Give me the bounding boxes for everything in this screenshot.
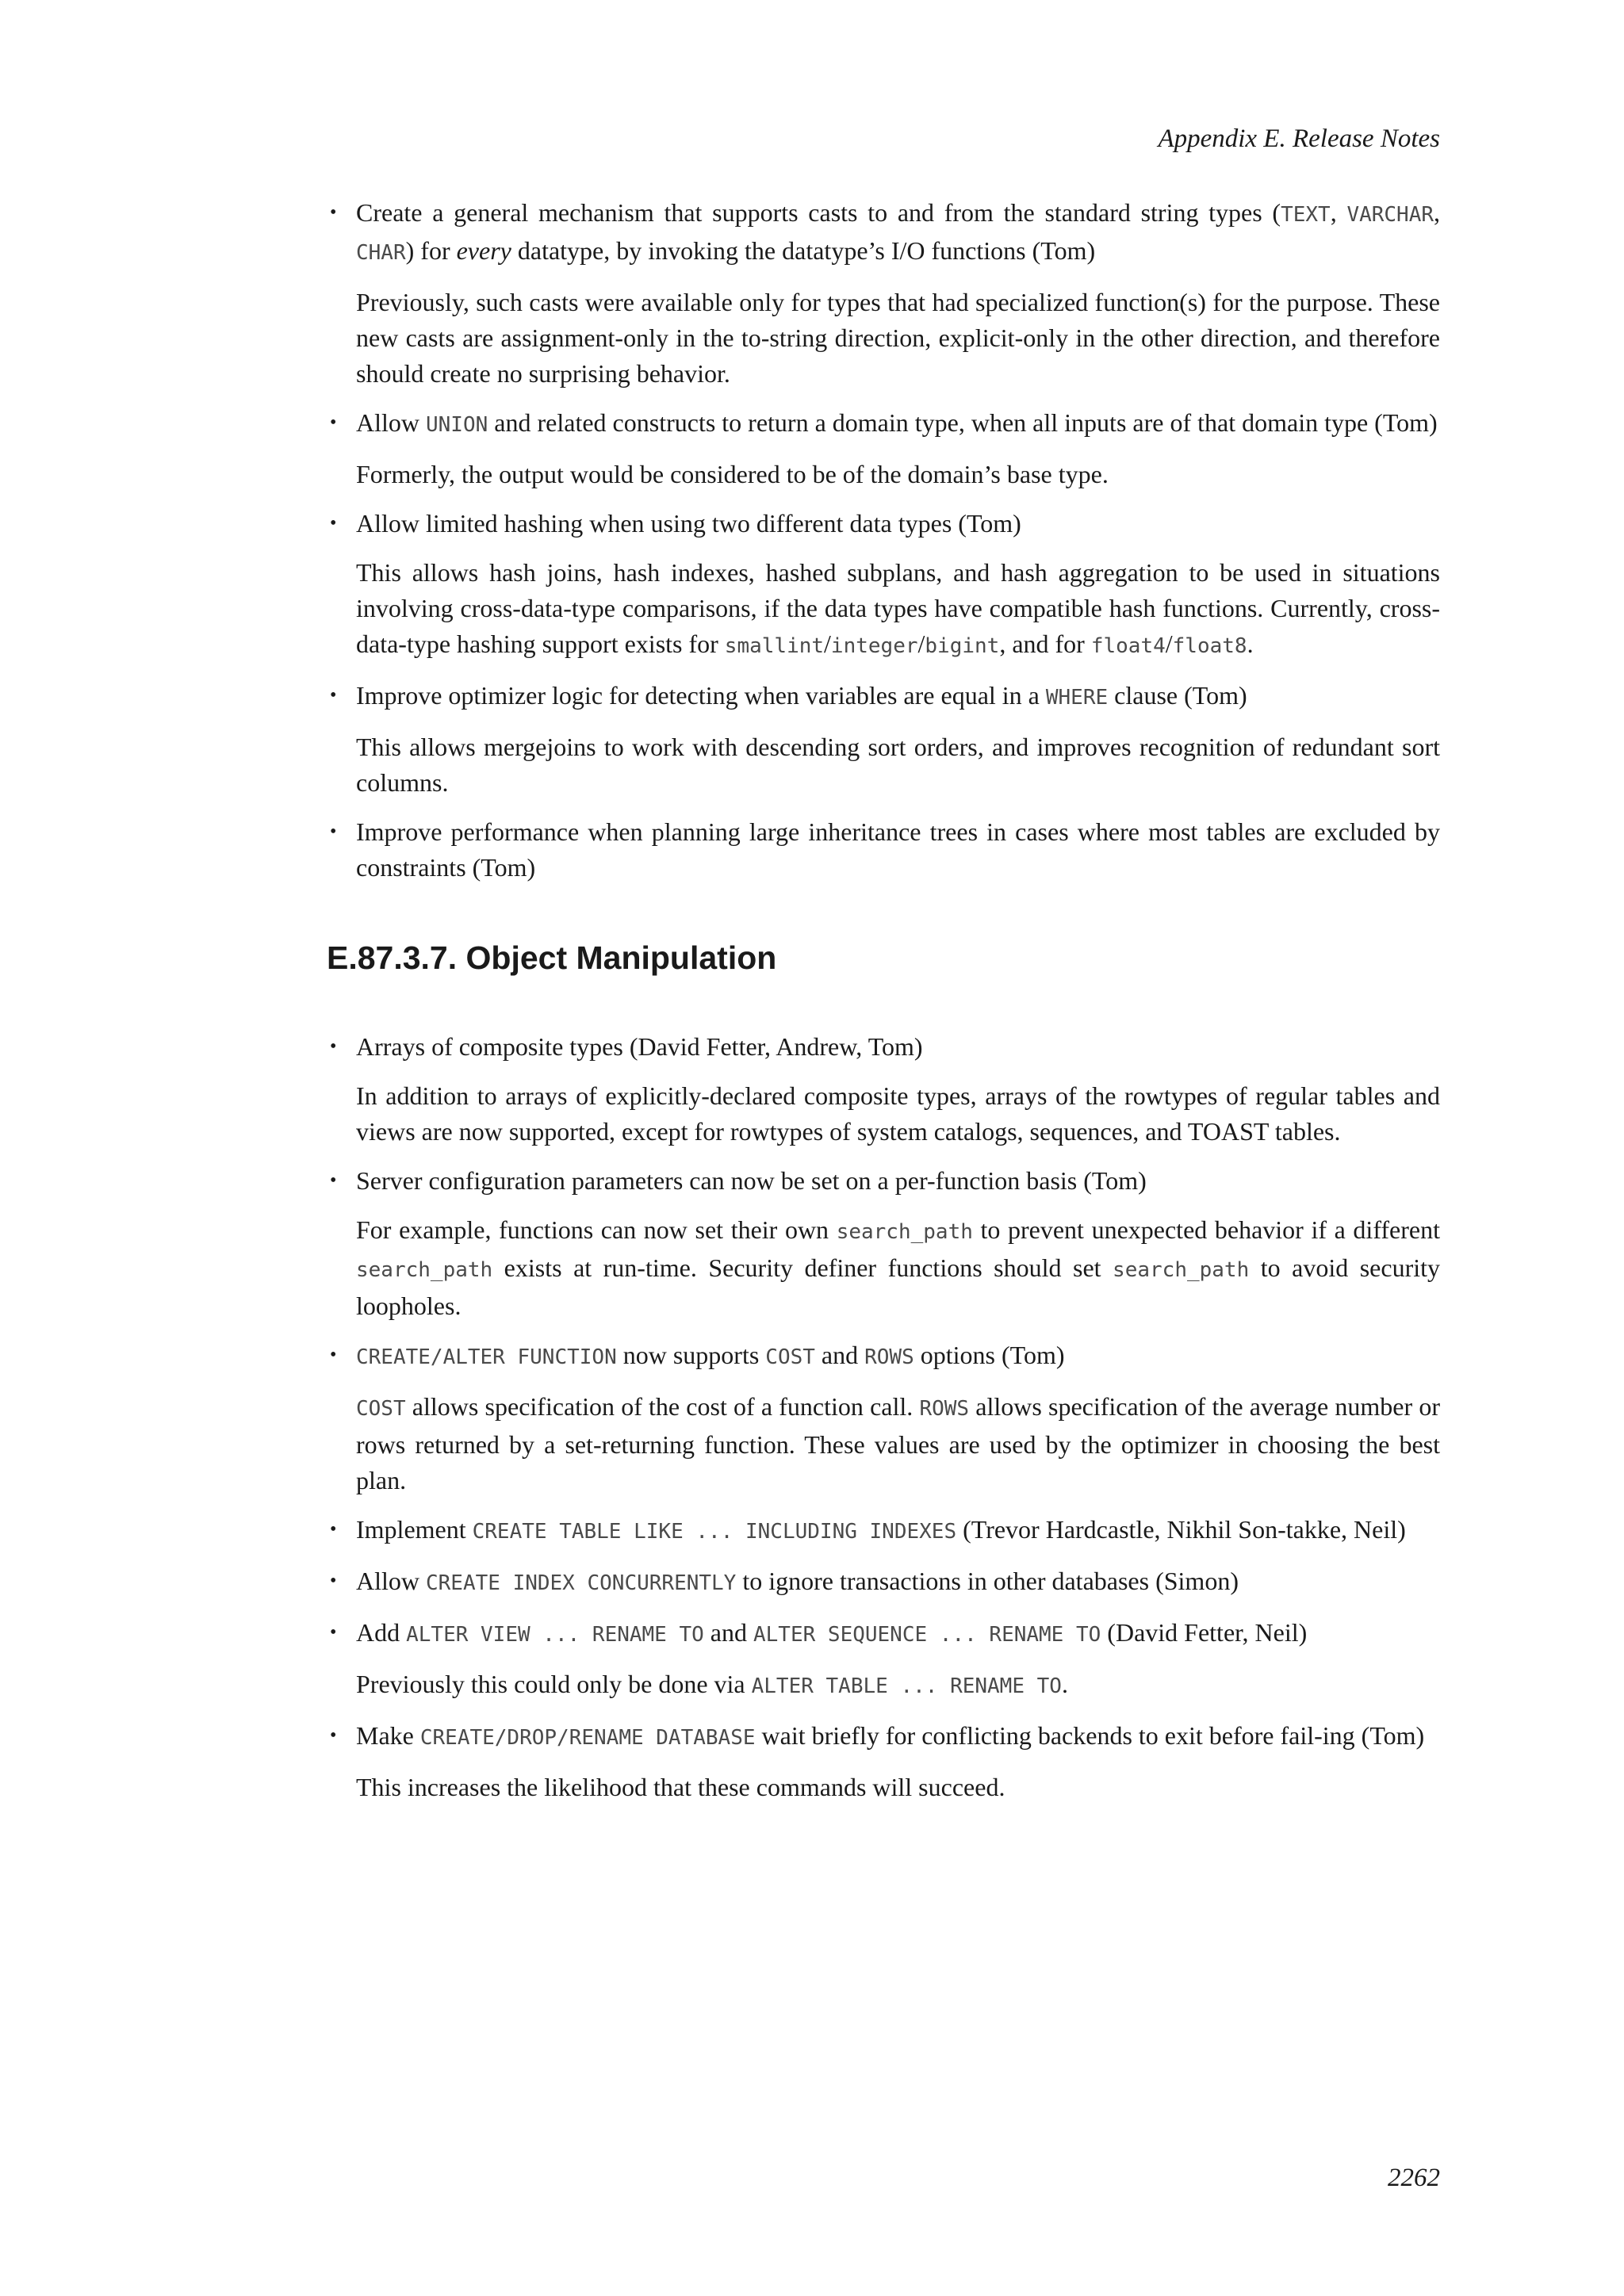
item-summary (356, 814, 1440, 886)
text-run: Allow limited hashing when using two different data types (Tom) (356, 509, 1021, 538)
text-run: Previously this could only be done via (356, 1670, 752, 1698)
text-run: to prevent unexpected behavior if a different (972, 1215, 1441, 1244)
inline-code: float4 (1090, 634, 1166, 658)
inline-code: CREATE/DROP/RENAME DATABASE (419, 1726, 756, 1750)
text-run: This allows mergejoins to work with descending sort orders, and improves recognition of redundant sort columns. (356, 733, 1440, 797)
text-run: and (703, 1618, 753, 1647)
bullet-icon: • (330, 1725, 337, 1746)
text-run: Create a general mechanism that supports casts to and from the standard string types ( (356, 198, 1281, 227)
text-run: options (Tom) (914, 1341, 1065, 1369)
text-run: Make (356, 1721, 420, 1750)
inline-code: float8 (1172, 634, 1247, 658)
item-summary (356, 405, 1440, 443)
text-run: and (814, 1341, 865, 1369)
text-run: wait briefly for conflicting backends to exit before fail-ing (Tom) (755, 1721, 1425, 1750)
text-run: Allow (356, 1567, 426, 1595)
list-item (327, 678, 1440, 801)
text-run: now supports (616, 1341, 766, 1369)
text-run: Server configuration parameters can now be set on a per-function basis (Tom) (356, 1166, 1147, 1195)
text-run: Previously, such casts were available only for types that had specialized function(s) for the purpose. These new casts are assignment-only in the to-string direction, explicit-only in the other direction, and therefore should create no surprising behavior. (356, 288, 1440, 388)
bullet-icon: • (330, 1036, 337, 1057)
item-detail (356, 1212, 1440, 1324)
bullet-icon: • (330, 1170, 337, 1191)
bullet-icon: • (330, 685, 337, 706)
inline-code: ROWS (919, 1397, 970, 1421)
text-run: This increases the likelihood that these commands will succeed. (356, 1773, 1005, 1801)
inline-code: WHERE (1045, 686, 1109, 710)
inline-code: search_path (836, 1220, 973, 1244)
text-run: allows specification of the cost of a function call. (405, 1392, 920, 1421)
inline-code: integer (830, 634, 918, 658)
text-run: Allow (356, 408, 426, 437)
list-item (327, 1163, 1440, 1324)
text-run: clause (Tom) (1108, 681, 1247, 710)
item-detail (356, 457, 1440, 492)
text-run: exists at run-time. Security definer functions should set (492, 1253, 1113, 1282)
inline-code: search_path (1113, 1258, 1250, 1282)
text-run: (David Fetter, Neil) (1101, 1618, 1308, 1647)
item-summary (356, 1718, 1440, 1756)
text-run: to ignore transactions in other databases (Simon) (736, 1567, 1239, 1595)
release-notes-list (327, 195, 1440, 886)
item-summary (356, 1615, 1440, 1653)
inline-code: ALTER SEQUENCE ... RENAME TO (753, 1623, 1101, 1647)
text-run: (Trevor Hardcastle, Nikhil Son-takke, Neil) (956, 1515, 1406, 1544)
inline-code: smallint (724, 634, 825, 658)
inline-code: CREATE TABLE LIKE ... INCLUDING INDEXES (472, 1520, 957, 1544)
item-detail (356, 1389, 1440, 1498)
text-run: This allows hash joins, hash indexes, hashed subplans, and hash aggregation to be used in situations involving cross-data-type comparisons, if the data types have compatible hash functions. Currently, cross-data-type hashing support exists for (356, 558, 1440, 658)
item-detail (356, 555, 1440, 664)
list-item (327, 1337, 1440, 1498)
inline-code: ROWS (864, 1345, 914, 1369)
text-run: . (1061, 1670, 1068, 1698)
text-run: / (824, 629, 831, 658)
item-summary (356, 1029, 1440, 1065)
bullet-icon: • (330, 513, 337, 534)
text-run: Add (356, 1618, 407, 1647)
text-run: datatype, by invoking the datatype’s I/O functions (Tom) (511, 236, 1096, 265)
text-run: For example, functions can now set their own (356, 1215, 837, 1244)
list-item (327, 1029, 1440, 1150)
list-item (327, 195, 1440, 392)
inline-code: COST (765, 1345, 815, 1369)
list-item (327, 1512, 1440, 1550)
bullet-icon: • (330, 1622, 337, 1643)
text-run: / (1165, 629, 1173, 658)
bullet-icon: • (330, 202, 337, 223)
bullet-icon: • (330, 821, 337, 842)
inline-code: CHAR (356, 241, 406, 265)
text-run: , and for (999, 629, 1091, 658)
list-item (327, 405, 1440, 492)
text-run: allows specification of the average number or rows returned by a set-returning function. These values are used by the optimizer in choosing the best plan. (356, 1392, 1441, 1494)
inline-code: search_path (356, 1258, 493, 1282)
text-run: to avoid security loopholes. (356, 1253, 1441, 1320)
item-summary (356, 195, 1440, 271)
text-run: In addition to arrays of explicitly-declared composite types, arrays of the rowtypes of regular tables and views are now supported, except for rowtypes of system catalogs, sequences, and TOAST tables. (356, 1081, 1440, 1146)
bullet-icon: • (330, 1345, 337, 1365)
list-item (327, 814, 1440, 886)
inline-code: COST (356, 1397, 406, 1421)
text-run: Improve performance when planning large inheritance trees in cases where most tables are excluded by constraints (Tom) (356, 817, 1440, 882)
bullet-icon: • (330, 1571, 337, 1591)
inline-code: TEXT (1281, 203, 1331, 227)
page-number: 2262 (1388, 2164, 1440, 2192)
inline-code: UNION (426, 413, 488, 437)
emphasis-text: every (456, 236, 511, 265)
list-item (327, 506, 1440, 664)
inline-code: CREATE/ALTER FUNCTION (356, 1345, 617, 1369)
running-header: Appendix E. Release Notes (1158, 124, 1440, 153)
inline-code: VARCHAR (1346, 203, 1434, 227)
item-detail (356, 1667, 1440, 1705)
inline-code: bigint (925, 634, 1000, 658)
list-item (327, 1563, 1440, 1601)
text-run: / (917, 629, 925, 658)
text-run: , (1330, 198, 1347, 227)
item-summary (356, 506, 1440, 541)
item-detail (356, 285, 1440, 392)
text-run: Arrays of composite types (David Fetter, Andrew, Tom) (356, 1032, 923, 1061)
item-detail (356, 1770, 1440, 1805)
inline-code: ALTER VIEW ... RENAME TO (406, 1623, 704, 1647)
object-manipulation-list (327, 1029, 1440, 1805)
bullet-icon: • (330, 412, 337, 433)
item-detail (356, 1078, 1440, 1150)
text-run: , (1434, 198, 1441, 227)
item-detail (356, 729, 1440, 801)
item-summary (356, 1163, 1440, 1199)
section-heading-block (327, 938, 1440, 978)
item-summary (356, 678, 1440, 716)
item-summary (356, 1563, 1440, 1601)
section-heading: E.87.3.7. Object Manipulation (327, 939, 777, 976)
text-run: Improve optimizer logic for detecting when variables are equal in a (356, 681, 1046, 710)
text-run: and related constructs to return a domain type, when all inputs are of that domain type (Tom) (488, 408, 1438, 437)
text-run: Implement (356, 1515, 473, 1544)
list-item (327, 1615, 1440, 1705)
list-item (327, 1718, 1440, 1805)
page-content (327, 195, 1440, 1819)
text-run: Formerly, the output would be considered to be of the domain’s base type. (356, 460, 1109, 488)
inline-code: CREATE INDEX CONCURRENTLY (426, 1571, 737, 1595)
text-run: ) for (405, 236, 457, 265)
text-run: . (1247, 629, 1254, 658)
bullet-icon: • (330, 1519, 337, 1540)
item-summary (356, 1337, 1440, 1376)
item-summary (356, 1512, 1440, 1550)
inline-code: ALTER TABLE ... RENAME TO (751, 1674, 1062, 1698)
